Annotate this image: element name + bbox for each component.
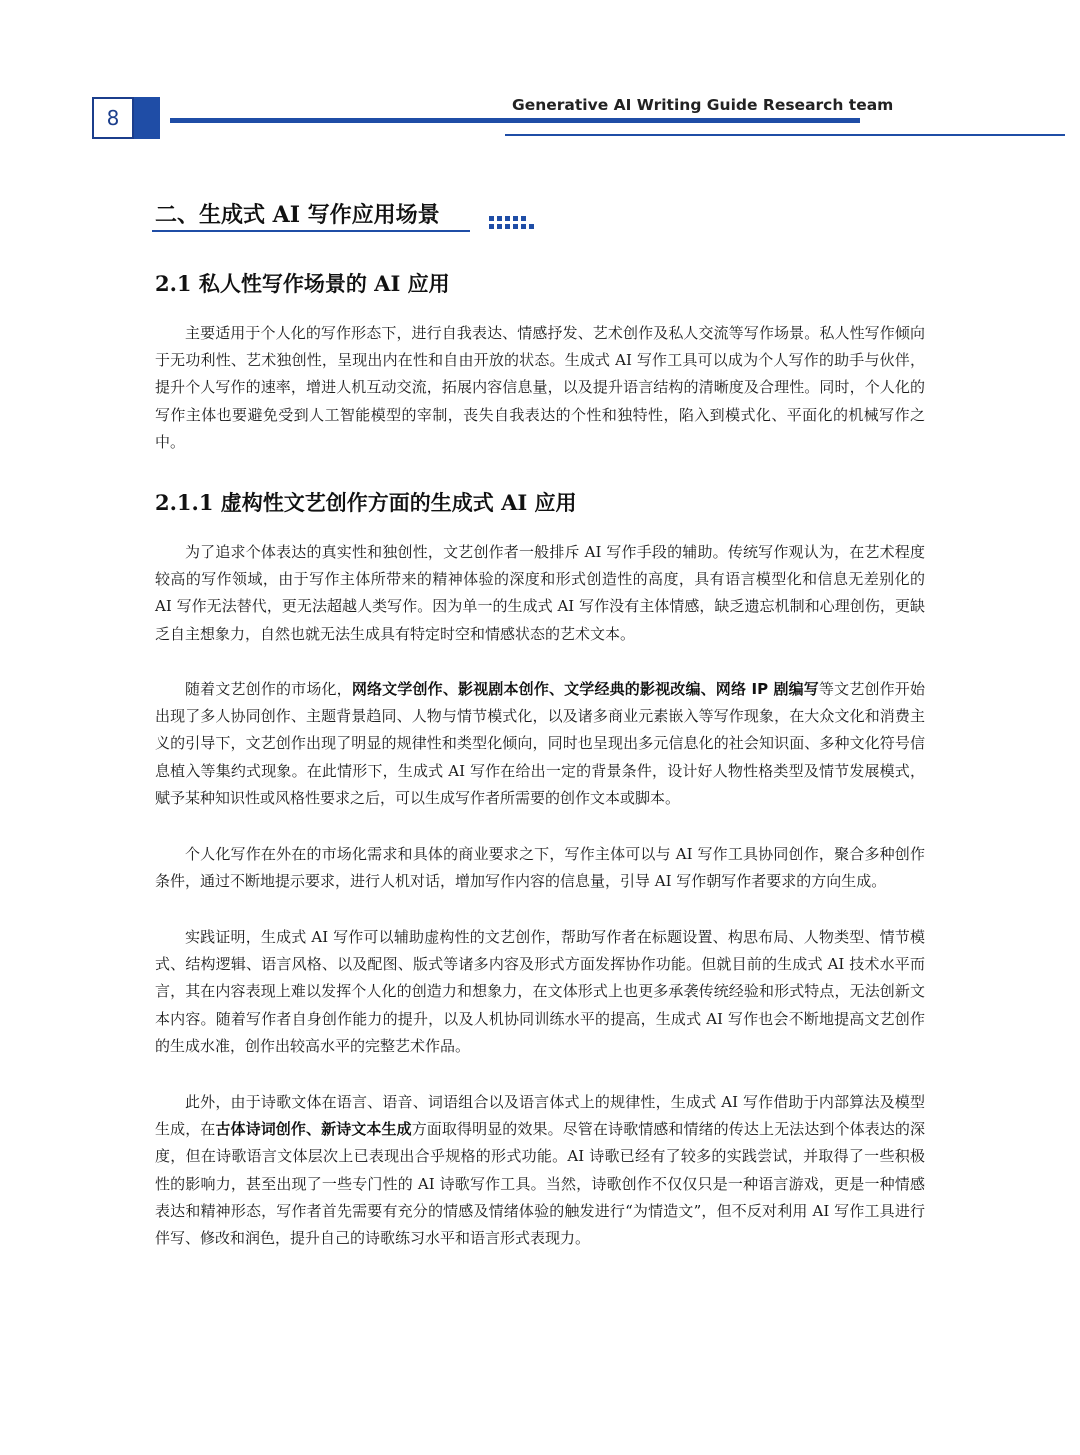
paragraph-1: 为了追求个体表达的真实性和独创性，文艺创作者一般排斥 AI 写作手段的辅助。传统写作观认为，在艺术程度较高的写作领域，由于写作主体所带来的精神体验的深度和形式创造性的高度，具有语言模型化和信息无差别化的 AI 写作无法替代，更无法超越人类写作。因为单一的生成式 AI 写作没有主体情感，缺乏遗忘机制和心理创伤，更缺乏自主想象力，自然也就无法生成具有特定时空和情感状态的艺术文本。 bbox=[155, 543, 925, 643]
paragraph-3: 个人化写作在外在的市场化需求和具体的商业要求之下，写作主体可以与 AI 写作工具协同创作，聚合多种创作条件，通过不断地提示要求，进行人机对话，增加写作内容的信息量，引导 AI 写作朝写作者要求的方向生成。 bbox=[155, 845, 925, 891]
emphasis-text: 古体诗词创作、新诗文本生成 bbox=[215, 1120, 412, 1139]
page-number-bar bbox=[134, 97, 160, 139]
header-rule-thin bbox=[505, 134, 1065, 136]
emphasis-text: 网络文学创作、影视剧本创作、文学经典的影视改编、网络 IP 剧编写 bbox=[351, 680, 819, 698]
subsection-title-2-1: 2.1 私人性写作场景的 AI 应用 bbox=[155, 271, 450, 296]
page-number: 8 bbox=[92, 97, 134, 139]
section-underline bbox=[152, 230, 470, 232]
section-title: 二、生成式 AI 写作应用场景 bbox=[155, 202, 440, 228]
paragraph-2: 随着文艺创作的市场化，网络文学创作、影视剧本创作、文学经典的影视改编、网络 IP 剧编写等文艺创作开始出现了多人协同创作、主题背景趋同、人物与情节模式化，以及诸多商业元素嵌入等写作现象，在大众文化和消费主义的引导下，文艺创作出现了明显的规律性和类型化倾向，同时也呈现出多元信息化的社会知识面、多种文化符号信息植入等集约式现象。在此情形下，生成式 AI 写作在给出一定的背景条件，设计好人物性格类型及情节发展模式，赋予某种知识性或风格性要求之后，可以生成写作者所需要的创作文本或脚本。 bbox=[155, 680, 925, 807]
paragraph-4: 实践证明，生成式 AI 写作可以辅助虚构性的文艺创作，帮助写作者在标题设置、构思布局、人物类型、情节模式、结构逻辑、语言风格、以及配图、版式等诸多内容及形式方面发挥协作功能。但就目前的生成式 AI 技术水平而言，其在内容表现上难以发挥个人化的创造力和想象力，在文体形式上也更多承袭传统经验和形式特点，无法创新文本内容。随着写作者自身创作能力的提升，以及人机协同训练水平的提高，生成式 AI 写作也会不断地提高文艺创作的生成水准，创作出较高水平的完整艺术作品。 bbox=[155, 928, 925, 1055]
paragraph-2-1: 主要适用于个人化的写作形态下，进行自我表达、情感抒发、艺术创作及私人交流等写作场景。私人性写作倾向于无功利性、艺术独创性，呈现出内在性和自由开放的状态。生成式 AI 写作工具可以成为个人写作的助手与伙伴，提升个人写作的速率，增进人机互动交流，拓展内容信息量，以及提升语言结构的清晰度及合理性。同时，个人化的写作主体也要避免受到人工智能模型的宰制，丧失自我表达的个性和独特性，陷入到模式化、平面化的机械写作之中。 bbox=[155, 324, 925, 451]
running-title: Generative AI Writing Guide Research team bbox=[512, 96, 894, 114]
subsection-title-2-1-1: 2.1.1 虚构性文艺创作方面的生成式 AI 应用 bbox=[155, 490, 577, 515]
paragraph-5: 此外，由于诗歌文体在语言、语音、词语组合以及语言体式上的规律性，生成式 AI 写作借助于内部算法及模型生成，在古体诗词创作、新诗文本生成方面取得明显的效果。尽管在诗歌情感和情绪的传达上无法达到个体表达的深度，但在诗歌语言文体层次上已表现出合乎规格的形式功能。AI 诗歌已经有了较多的实践尝试，并取得了一些积极性的影响力，甚至出现了一些专门性的 AI 诗歌写作工具。当然，诗歌创作不仅仅只是一种语言游戏，更是一种情感表达和精神形态，写作者首先需要有充分的情感及情绪体验的触发进行“为情造文”，但不反对利用 AI 写作工具进行伴写、修改和润色，提升自己的诗歌练习水平和语言形式表现力。 bbox=[155, 1093, 925, 1248]
grid-dots-icon bbox=[489, 216, 535, 232]
header-rule bbox=[170, 118, 860, 123]
